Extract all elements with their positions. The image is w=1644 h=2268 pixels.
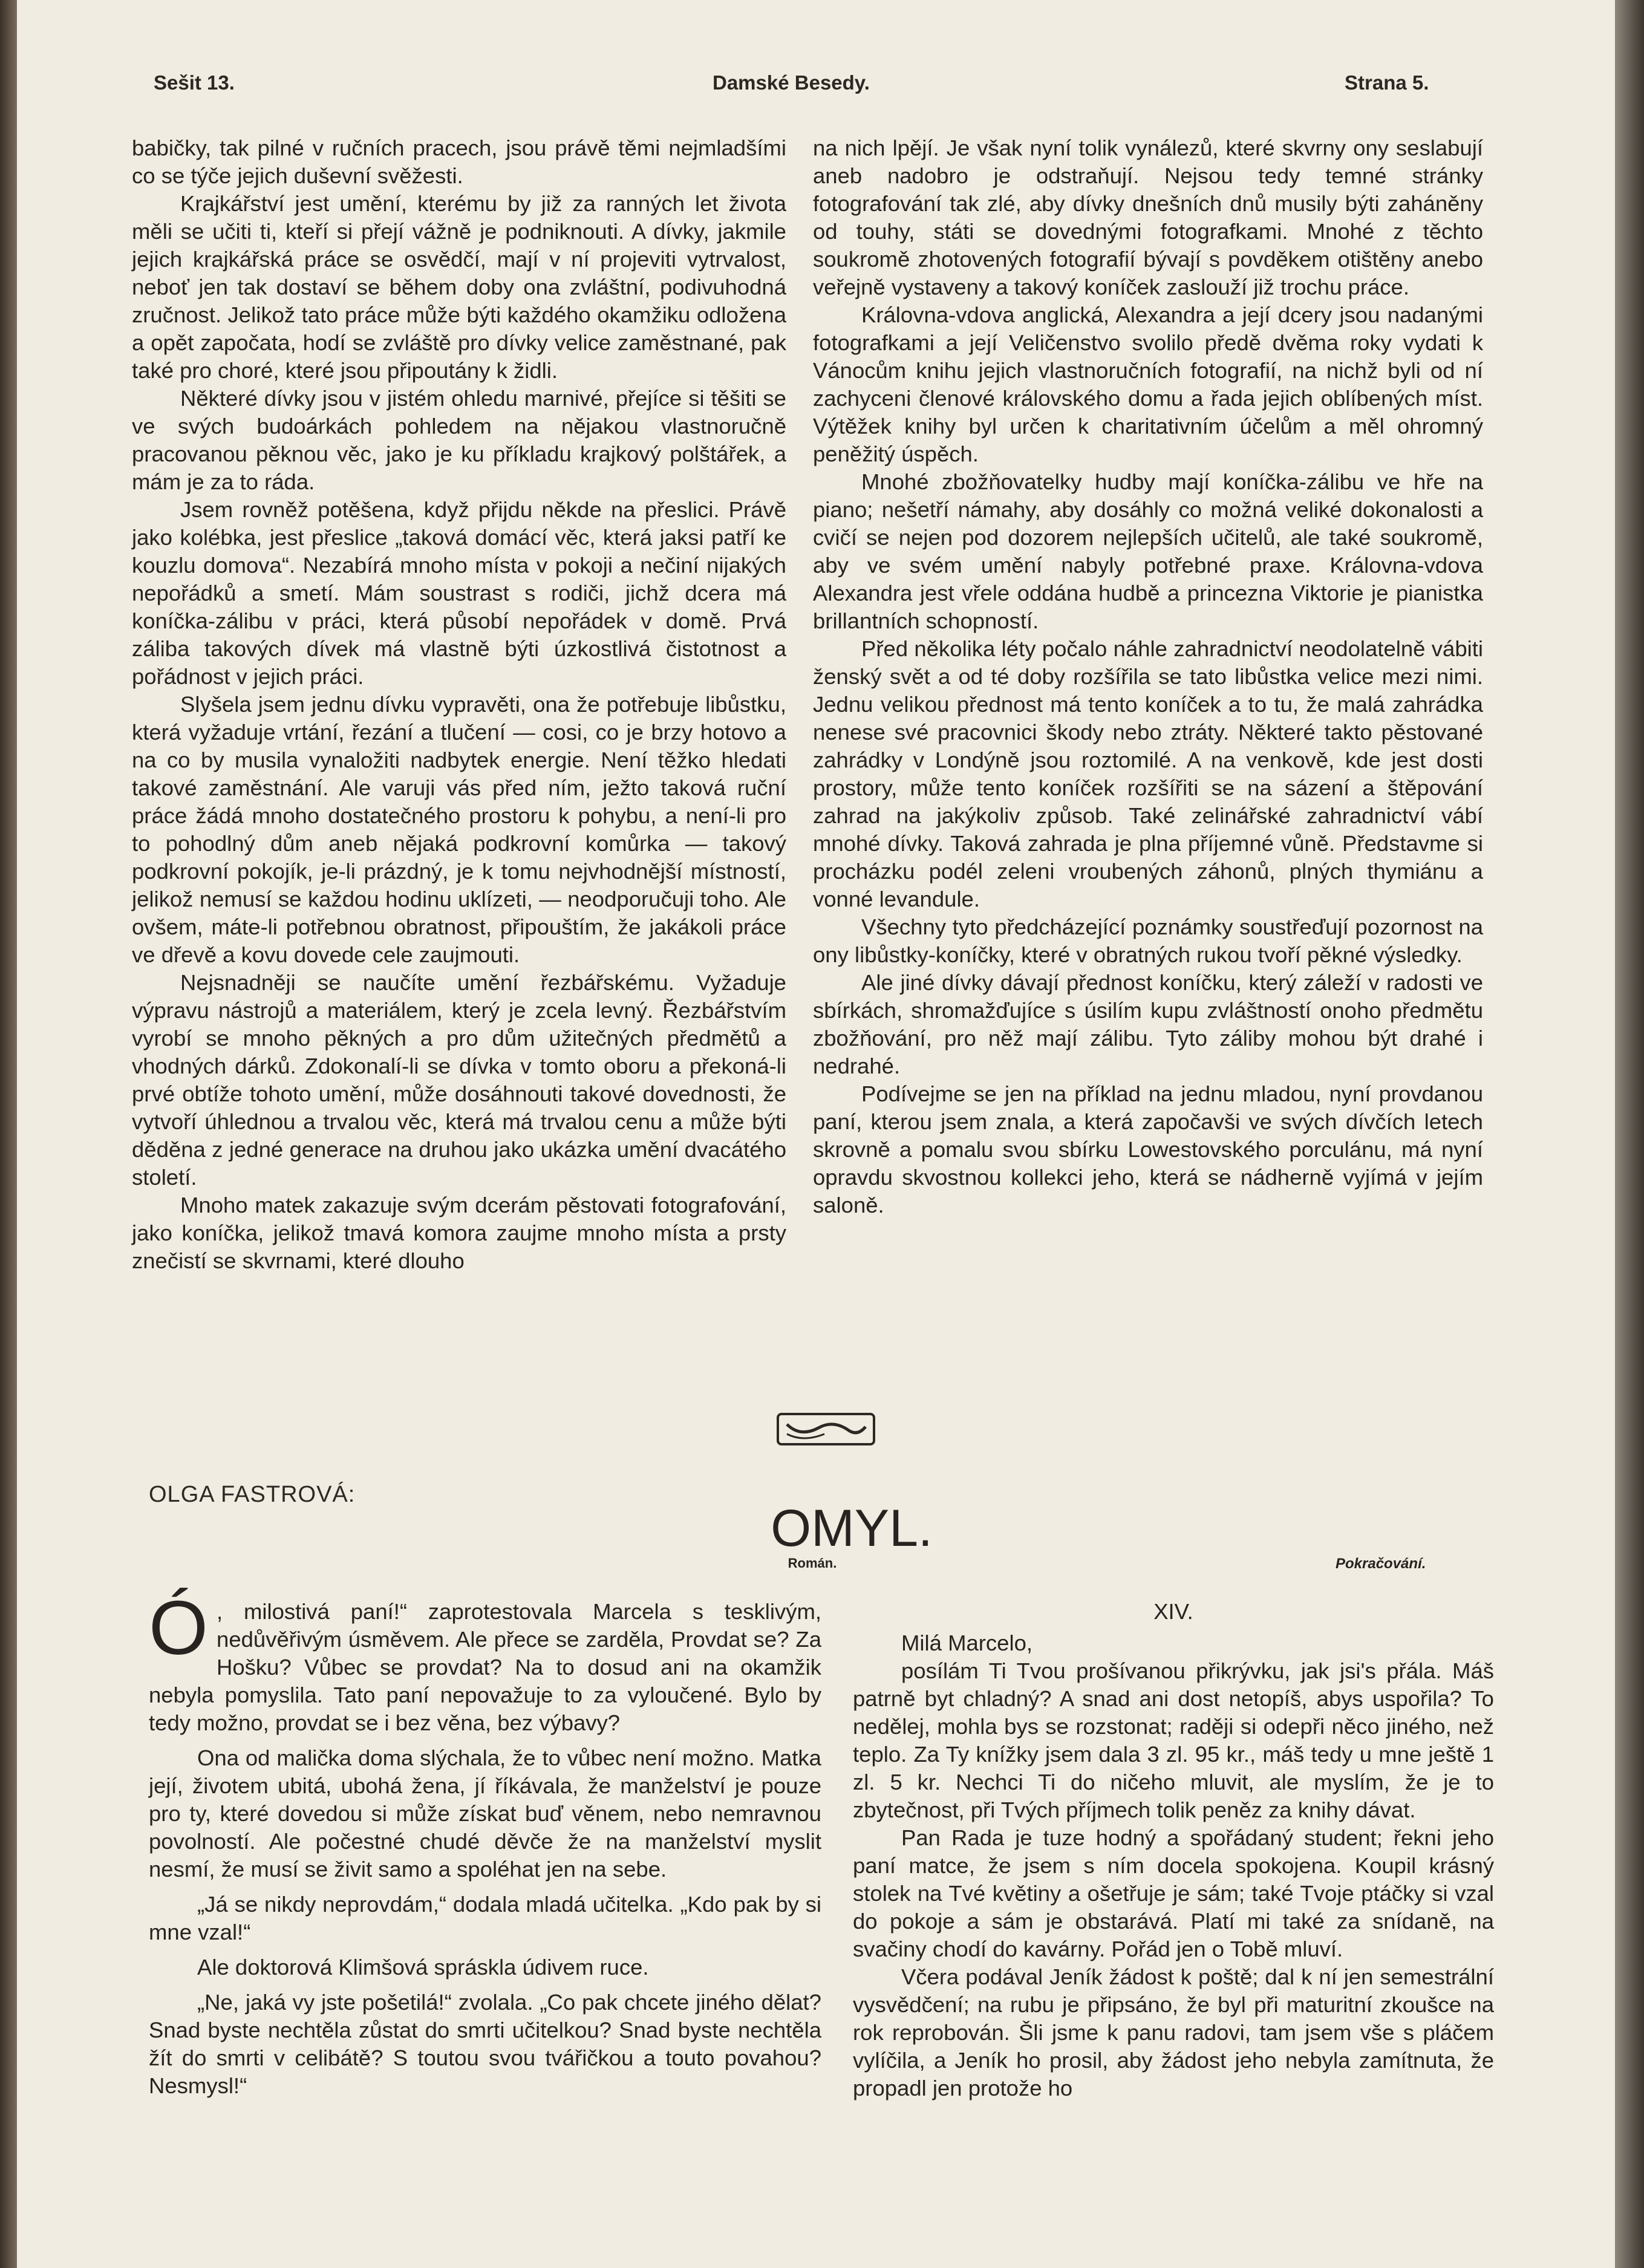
- story-author: OLGA FASTROVÁ:: [149, 1482, 356, 1507]
- article-paragraph: Nejsnadněji se naučíte umění řezbářskému. Vyžaduje výpravu nástrojů a materiálem, který je zcela levný. Řezbářstvím vyrobí se mnoho pěkných a pro dům užitečných předmětů a vhodných dárků. Zdokonalí-li se dívka v tomto oboru a překoná-li prvé obtíže tohoto umění, může dosáhnouti takové dovednosti, že vytvoří úhlednou a trvalou věc, která má trvalou cenu a může býti děděna z jedné generace na druhou jako ukázka umění dvacátého století.: [132, 970, 786, 1190]
- story-column-right: [853, 1598, 1494, 2102]
- section-divider-ornament: [776, 1412, 876, 1446]
- magazine-page: [17, 0, 1615, 2268]
- article-paragraph: Jsem rovněž potěšena, když přijdu někde na přeslici. Právě jako kolébka, jest přeslice „taková domácí věc, která jaksi patří ke kouzlu domova“. Nezabírá mnoho místa v pokoji a nečiní nijakých nepořádků a smetí. Mám soustrast s rodiči, jichž dcera má koníčka-zálibu v práci, která působí nepořádek v domě. Prvá záliba takových dívek má vlastně býti úzkostlivá čistotnost a pořádnost v jejich práci.: [132, 497, 786, 689]
- story-paragraph: posílám Ti Tvou prošívanou přikrývku, jak jsi's přála. Máš patrně byt chladný? A snad ani dost netopíš, abys uspořila? To nedělej, mohla bys se rozstonat; raději si odepři něco jiného, než teplo. Za Ty knížky jsem dala 3 zl. 95 kr., máš tedy u mne ještě 1 zl. 5 kr. Nechci Ti do ničeho mluvit, ale myslím, že je to zbytečnost, při Tvých příjmech tolik peněz za knihy dávat.: [853, 1658, 1494, 1822]
- article-paragraph: Krajkářství jest umění, kterému by již za ranných let života měli se učiti ti, kteří si přejí vážně je podniknouti. A dívky, jakmile jejich krajkářská práce se osvědčí, mají v ní projeviti vytrvalost, neboť jen tak dostaví se během doby ona zvláštní, podivuhodná zručnost. Jelikož tato práce může býti každého okamžiku odložena a opět započata, hodí se zvláště pro dívky velice zaměstnané, pak také pro choré, které jsou připoutány k židli.: [132, 191, 786, 383]
- story-genre: Román.: [788, 1556, 837, 1571]
- article-paragraph: Ale jiné dívky dávají přednost koníčku, který záleží v radosti ve sbírkách, shromažďujíce s úsilím kupu zvláštností onoho předmětu zbožňování, pro něž mají zálibu. Tyto záliby mohou být drahé i nedrahé.: [813, 970, 1483, 1078]
- story-paragraph: , milostivá paní!“ zaprotestovala Marcela s tesklivým, nedůvěřivým úsměvem. Ale přece se zarděla, Provdat se? Za Hošku? Vůbec se provdat? Na to dosud ani na okamžik nebyla pomyslila. Tato paní nepovažuje to za vyloučené. Bylo by tedy možno, provdat se i bez věna, bez výbavy?: [149, 1599, 821, 1735]
- article-paragraph: Podívejme se jen na příklad na jednu mladou, nyní provdanou paní, kterou jsem znala, a která započavši ve svých dívčích letech skrovně a pomalu svou sbírku Lowestovského porculánu, má nyní opravdu skvostnou kollekci jeho, která se nádherně vyjímá v jejím saloně.: [813, 1081, 1483, 1217]
- article-paragraph: Mnohé zbožňovatelky hudby mají koníčka-zálibu ve hře na piano; nešetří námahy, aby dosáhly co možná veliké dokonalosti a cvičí se nejen pod dozorem nejlepších učitelů, ale také soukromě, aby ve svém umění nabyly potřebné praxe. Královna-vdova Alexandra jest vřele oddána hudbě a princezna Viktorie je pianistka brillantních schopností.: [813, 469, 1483, 633]
- page-number: Strana 5.: [1345, 71, 1429, 94]
- article-paragraph: Všechny tyto předcházející poznámky soustřeďují pozornost na ony libůstky-koníčky, které v obratných rukou tvoří pěkné výsledky.: [813, 914, 1483, 967]
- journal-title: Damské Besedy.: [713, 71, 870, 94]
- issue-number: Sešit 13.: [154, 71, 235, 94]
- story-paragraph: Ona od malička doma slýchala, že to vůbec není možno. Matka její, životem ubitá, ubohá žena, jí říkávala, že manželství je pouze pro ty, které dovedou si může získat buď věnem, nebo nemravnou povolností. Ale počestné chudé děvče že na manželství myslit nesmí, že musí se živit samo a spoléhat jen na sebe.: [149, 1745, 821, 1882]
- chapter-number: XIV.: [1153, 1599, 1193, 1624]
- article-paragraph: Před několika léty počalo náhle zahradnictví neodolatelně vábiti ženský svět a od té doby rozšířila se tato libůstka velice mezi nimi. Jednu velikou přednost má tento koníček a to tu, že malá zahrádka nenese své pracovnici škody nebo ztráty. Některé takto pěstované zahrádky v Londýně jsou roztomilé. A na venkově, kde jest dosti prostory, může tento koníček rozšířiti se na sázení a štěpování zahrad na jakýkoliv způsob. Také zelinářské zahradnictví vábí mnohé dívky. Taková zahrada je plna příjemné vůně. Představme si procházku podél zeleni vroubených záhonů, plných thymiánu a vonné levandule.: [813, 636, 1483, 911]
- article-paragraph: Některé dívky jsou v jistém ohledu marnivé, přejíce si těšiti se ve svých budoárkách pohledem na nějakou vlastnoručně pracovanou pěknou věc, jako je ku příkladu krajkový polštářek, a mám je za to ráda.: [132, 386, 786, 494]
- story-paragraph: Ale doktorová Klimšová spráskla údivem ruce.: [197, 1955, 649, 1980]
- article-column-left: [132, 134, 786, 1275]
- story-paragraph: Pan Rada je tuze hodný a spořádaný student; řekni jeho paní matce, že jsem s ním docela spokojena. Koupil krásný stolek na Tvé květiny a ošetřuje je sám; také Tvoje ptáčky si vzal do pokoje a sám je obstarává. Platí mi také za snídaně, na svačiny chodí do kavárny. Pořád jen o Tobě mluví.: [853, 1825, 1494, 1961]
- article-paragraph: Mnoho matek zakazuje svým dcerám pěstovati fotografování, jako koníčka, jelikož tmavá komora zaujme mnoho místa a prsty znečistí se skvrnami, které dlouho: [132, 1193, 786, 1273]
- page-edge-shadow: [1615, 0, 1644, 2268]
- story-paragraph: „Já se nikdy neprovdám,“ dodala mladá učitelka. „Kdo pak by si mne vzal!“: [149, 1892, 821, 1944]
- drop-cap: Ó: [149, 1585, 209, 1670]
- article-paragraph: Královna-vdova anglická, Alexandra a její dcery jsou nadanými fotografkami a její Veličenstvo svolilo předě dvěma roky vydati k Vánocům knihu jejich vlastnoručních fotografií, na nichž byli od ní zachyceni členové královského domu a řada jejich oblíbených míst. Výtěžek knihy byl určen k charitativním účelům a měl ohromný peněžitý úspěch.: [813, 302, 1483, 466]
- story-title: OMYL.: [771, 1499, 933, 1557]
- article-paragraph: babičky, tak pilné v ručních pracech, jsou právě těmi nejmladšími co se týče jejich duševní svěžesti.: [132, 135, 786, 188]
- article-column-right: [813, 134, 1483, 1219]
- story-column-left: [149, 1585, 821, 2100]
- article-paragraph: na nich lpějí. Je však nyní tolik vynálezů, které skvrny ony seslabují aneb nadobro je odstraňují. Nejsou tedy temné stránky fotografování tak zlé, aby dívky dnešních dnů musily býti zaháněny od touhy, státi se dovednými fotografkami. Mnohé z těchto soukromě zhotovených fotografií bývají s povděkem otištěny anebo veřejně vystaveny a takový koníček zaslouží již trochu práce.: [813, 135, 1483, 299]
- story-paragraph: Včera podával Jeník žádost k poště; dal k ní jen semestrální vysvědčení; na rubu je připsáno, že byl při maturitní zkoušce na rok reprobován. Šli jsme k panu radovi, tam jsem vše s pláčem vylíčila, a Jeník ho prosil, aby žádost jeho nebyla zamítnuta, že propadl jen protože ho: [853, 1964, 1494, 2100]
- story-paragraph: „Ne, jaká vy jste pošetilá!“ zvolala. „Co pak chcete jiného dělat? Snad byste nechtěla zůstat do smrti učitelkou? Snad byste nechtěla žít do smrti v celibátě? S toutou svou tvářičkou a touto povahou? Nesmysl!“: [149, 1990, 821, 2098]
- letter-salutation: Milá Marcelo,: [901, 1631, 1033, 1655]
- continued-note: Pokračování.: [1336, 1556, 1426, 1572]
- book-spine: [0, 0, 17, 2268]
- article-paragraph: Slyšela jsem jednu dívku vypravěti, ona že potřebuje libůstku, která vyžaduje vrtání, řezání a tlučení — cosi, co je brzy hotovo a na co by musila vynaložiti nadbytek energie. Není těžko hledati takové zaměstnání. Ale varuji vás před ním, ježto taková ruční práce žádá mnoho dostatečného prostoru k pohybu, a není-li pro to pohodlný dům aneb nějaká podkrovní komůrka — takový podkrovní pokojík, je-li prázdný, je k tomu nejvhodnější místností, jelikož nemusí se každou hodinu uklízeti, — neodporučuji toho. Ale ovšem, máte-li potřebnou obratnost, připouštím, že jakákoli práce ve dřevě a kovu dovede cele zaujmouti.: [132, 692, 786, 967]
